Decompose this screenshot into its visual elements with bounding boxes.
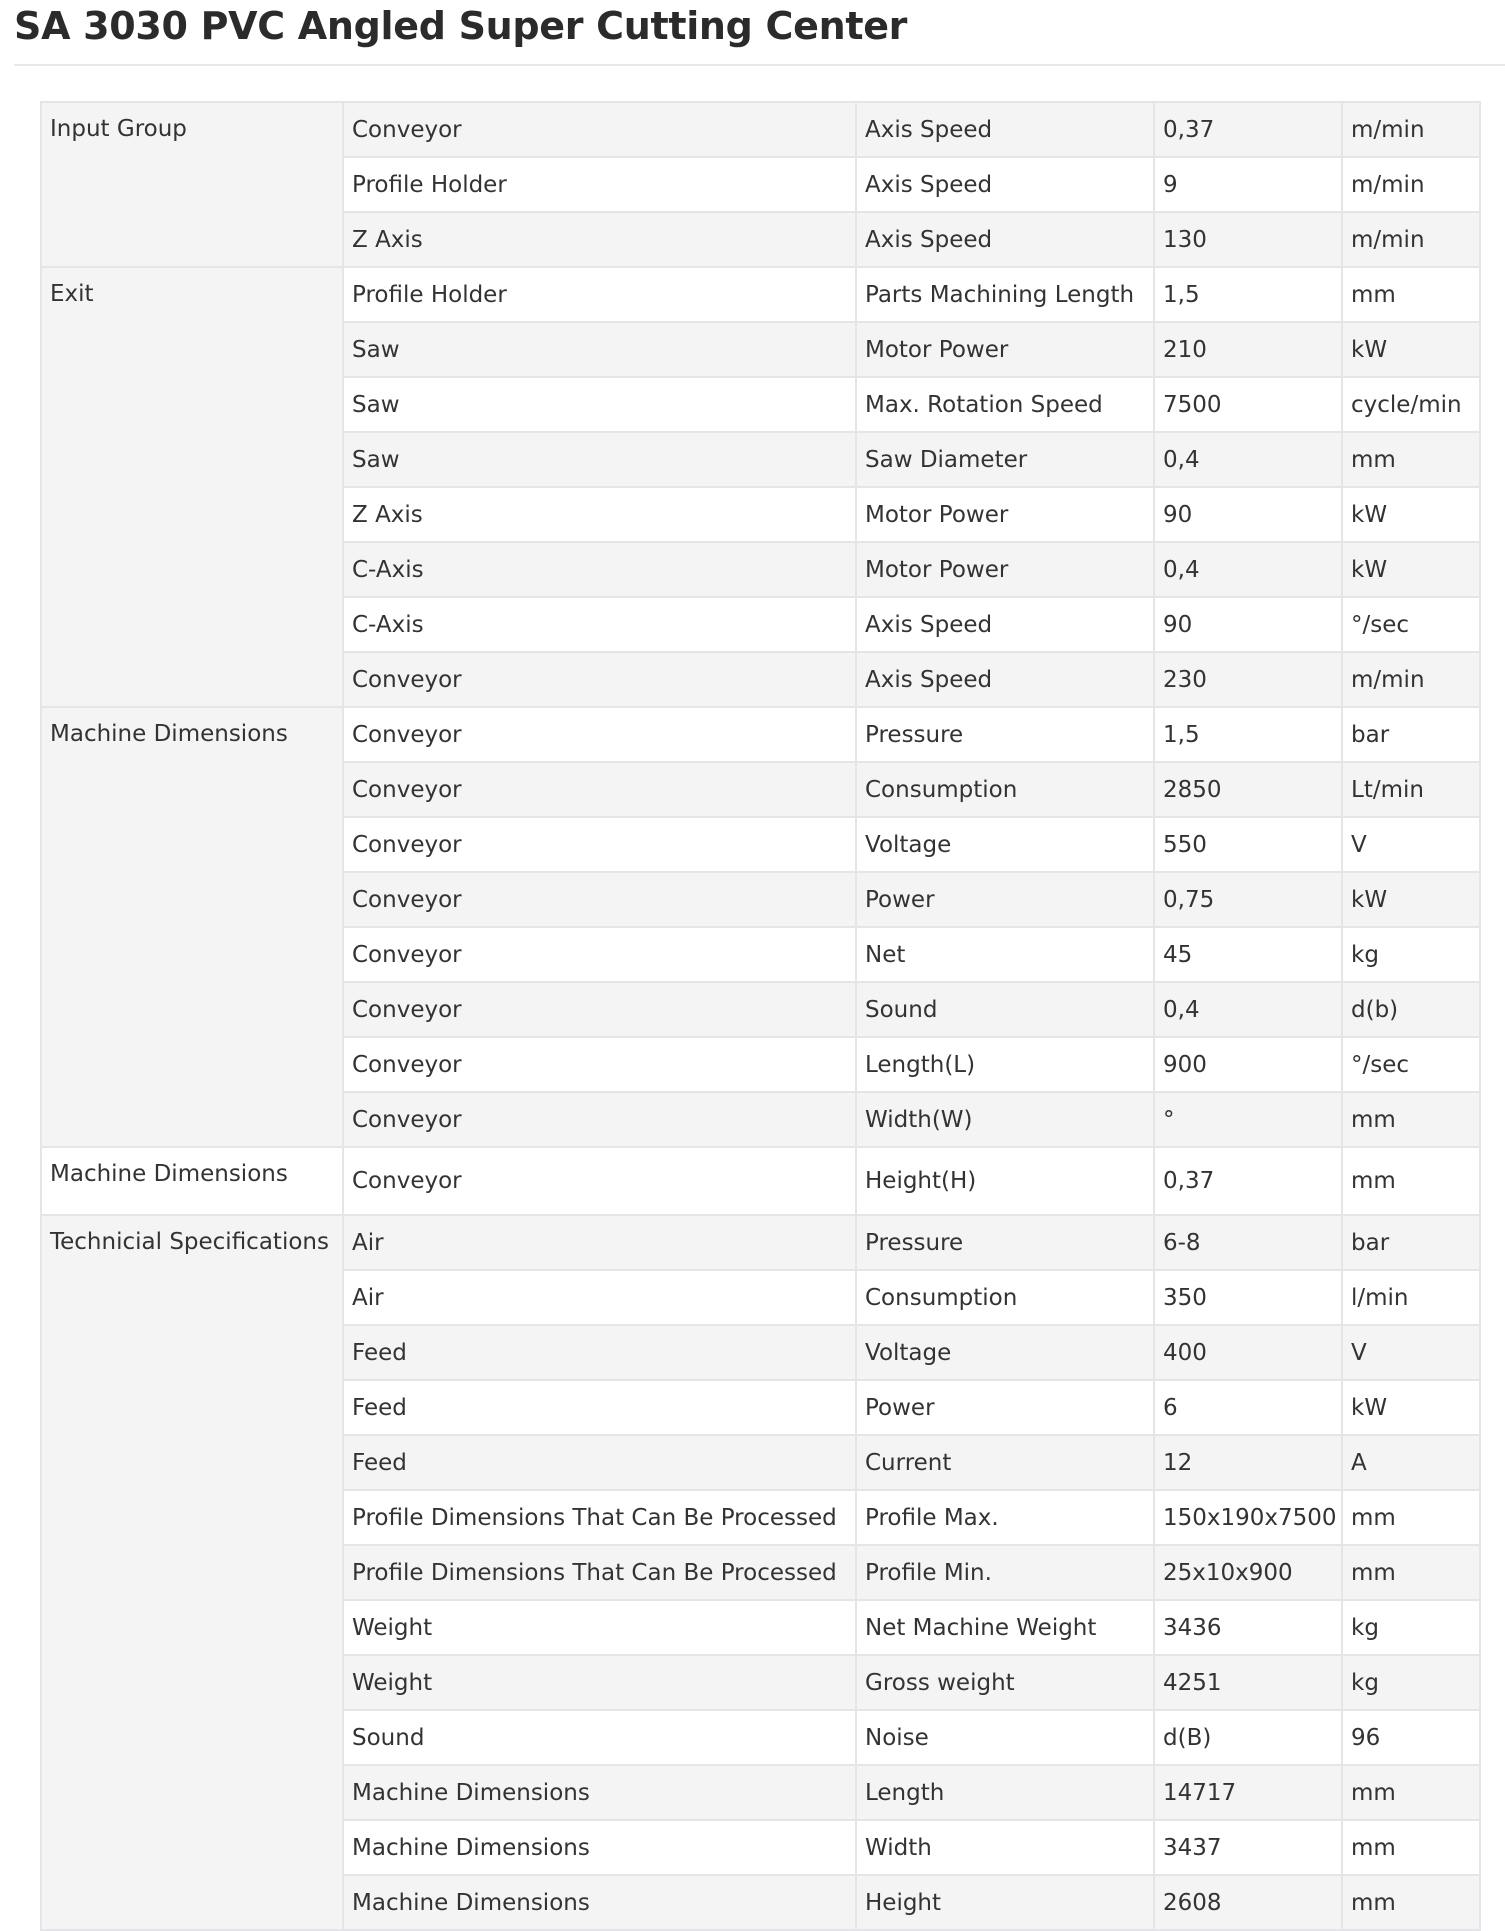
value-cell: 3437 xyxy=(1155,1821,1343,1876)
component-cell: C-Axis xyxy=(344,598,857,653)
component-cell: Saw xyxy=(344,378,857,433)
unit-cell: kW xyxy=(1343,488,1481,543)
unit-cell: °/sec xyxy=(1343,598,1481,653)
component-cell: Saw xyxy=(344,323,857,378)
component-cell: Profile Dimensions That Can Be Processed xyxy=(344,1546,857,1601)
title-divider xyxy=(14,64,1505,66)
unit-cell: V xyxy=(1343,1326,1481,1381)
parameter-cell: Saw Diameter xyxy=(857,433,1155,488)
unit-cell: l/min xyxy=(1343,1271,1481,1326)
unit-cell: cycle/min xyxy=(1343,378,1481,433)
unit-cell: mm xyxy=(1343,1491,1481,1546)
parameter-cell: Voltage xyxy=(857,1326,1155,1381)
unit-cell: V xyxy=(1343,818,1481,873)
unit-cell: m/min xyxy=(1343,213,1481,268)
value-cell: 0,37 xyxy=(1155,1148,1343,1216)
unit-cell: mm xyxy=(1343,1766,1481,1821)
component-cell: Air xyxy=(344,1216,857,1271)
component-cell: Conveyor xyxy=(344,983,857,1038)
parameter-cell: Width(W) xyxy=(857,1093,1155,1148)
value-cell: 6-8 xyxy=(1155,1216,1343,1271)
component-cell: C-Axis xyxy=(344,543,857,598)
value-cell: 14717 xyxy=(1155,1766,1343,1821)
unit-cell: mm xyxy=(1343,433,1481,488)
parameter-cell: Motor Power xyxy=(857,488,1155,543)
component-cell: Machine Dimensions xyxy=(344,1766,857,1821)
parameter-cell: Axis Speed xyxy=(857,653,1155,708)
parameter-cell: Width xyxy=(857,1821,1155,1876)
component-cell: Feed xyxy=(344,1381,857,1436)
parameter-cell: Axis Speed xyxy=(857,598,1155,653)
value-cell: 90 xyxy=(1155,488,1343,543)
unit-cell: kg xyxy=(1343,1601,1481,1656)
value-cell: 25x10x900 xyxy=(1155,1546,1343,1601)
value-cell: 0,4 xyxy=(1155,433,1343,488)
component-cell: Conveyor xyxy=(344,1148,857,1216)
unit-cell: 96 xyxy=(1343,1711,1481,1766)
spec-table-body xyxy=(42,103,1481,1931)
component-cell: Profile Dimensions That Can Be Processed xyxy=(344,1491,857,1546)
group-name-cell: Input Group xyxy=(42,103,344,268)
unit-cell: mm xyxy=(1343,268,1481,323)
unit-cell: kW xyxy=(1343,543,1481,598)
value-cell: 350 xyxy=(1155,1271,1343,1326)
parameter-cell: Noise xyxy=(857,1711,1155,1766)
component-cell: Weight xyxy=(344,1601,857,1656)
component-cell: Conveyor xyxy=(344,818,857,873)
component-cell: Conveyor xyxy=(344,1093,857,1148)
parameter-cell: Sound xyxy=(857,983,1155,1038)
parameter-cell: Max. Rotation Speed xyxy=(857,378,1155,433)
parameter-cell: Height(H) xyxy=(857,1148,1155,1216)
value-cell: 12 xyxy=(1155,1436,1343,1491)
component-cell: Conveyor xyxy=(344,928,857,983)
parameter-cell: Motor Power xyxy=(857,543,1155,598)
component-cell: Feed xyxy=(344,1436,857,1491)
value-cell: 550 xyxy=(1155,818,1343,873)
unit-cell: bar xyxy=(1343,708,1481,763)
component-cell: Conveyor xyxy=(344,763,857,818)
parameter-cell: Length xyxy=(857,1766,1155,1821)
parameter-cell: Height xyxy=(857,1876,1155,1931)
value-cell: 7500 xyxy=(1155,378,1343,433)
value-cell: 130 xyxy=(1155,213,1343,268)
value-cell: 1,5 xyxy=(1155,268,1343,323)
value-cell: 2850 xyxy=(1155,763,1343,818)
value-cell: 400 xyxy=(1155,1326,1343,1381)
table-row xyxy=(42,1148,1481,1216)
group-name-cell: Machine Dimensions xyxy=(42,708,344,1148)
value-cell: 0,37 xyxy=(1155,103,1343,158)
parameter-cell: Motor Power xyxy=(857,323,1155,378)
unit-cell: m/min xyxy=(1343,653,1481,708)
component-cell: Machine Dimensions xyxy=(344,1876,857,1931)
unit-cell: °/sec xyxy=(1343,1038,1481,1093)
parameter-cell: Profile Max. xyxy=(857,1491,1155,1546)
value-cell: ° xyxy=(1155,1093,1343,1148)
value-cell: 2608 xyxy=(1155,1876,1343,1931)
component-cell: Sound xyxy=(344,1711,857,1766)
unit-cell: m/min xyxy=(1343,158,1481,213)
unit-cell: d(b) xyxy=(1343,983,1481,1038)
value-cell: 6 xyxy=(1155,1381,1343,1436)
unit-cell: m/min xyxy=(1343,103,1481,158)
component-cell: Conveyor xyxy=(344,873,857,928)
component-cell: Air xyxy=(344,1271,857,1326)
group-name-cell: Machine Dimensions xyxy=(42,1148,344,1216)
table-row xyxy=(42,268,1481,323)
unit-cell: mm xyxy=(1343,1876,1481,1931)
value-cell: 0,4 xyxy=(1155,983,1343,1038)
parameter-cell: Axis Speed xyxy=(857,158,1155,213)
component-cell: Machine Dimensions xyxy=(344,1821,857,1876)
unit-cell: kg xyxy=(1343,1656,1481,1711)
value-cell: 4251 xyxy=(1155,1656,1343,1711)
unit-cell: kW xyxy=(1343,323,1481,378)
table-row xyxy=(42,708,1481,763)
parameter-cell: Axis Speed xyxy=(857,213,1155,268)
parameter-cell: Gross weight xyxy=(857,1656,1155,1711)
group-name-cell: Technicial Specifications xyxy=(42,1216,344,1931)
value-cell: 1,5 xyxy=(1155,708,1343,763)
component-cell: Conveyor xyxy=(344,708,857,763)
parameter-cell: Current xyxy=(857,1436,1155,1491)
parameter-cell: Profile Min. xyxy=(857,1546,1155,1601)
component-cell: Z Axis xyxy=(344,213,857,268)
value-cell: 0,75 xyxy=(1155,873,1343,928)
value-cell: 150x190x7500 xyxy=(1155,1491,1343,1546)
parameter-cell: Consumption xyxy=(857,1271,1155,1326)
value-cell: 45 xyxy=(1155,928,1343,983)
value-cell: 210 xyxy=(1155,323,1343,378)
page-title: SA 3030 PVC Angled Super Cutting Center xyxy=(14,4,908,48)
unit-cell: kW xyxy=(1343,873,1481,928)
parameter-cell: Pressure xyxy=(857,1216,1155,1271)
value-cell: 9 xyxy=(1155,158,1343,213)
component-cell: Conveyor xyxy=(344,653,857,708)
unit-cell: mm xyxy=(1343,1148,1481,1216)
parameter-cell: Net Machine Weight xyxy=(857,1601,1155,1656)
component-cell: Conveyor xyxy=(344,1038,857,1093)
value-cell: d(B) xyxy=(1155,1711,1343,1766)
parameter-cell: Parts Machining Length xyxy=(857,268,1155,323)
value-cell: 900 xyxy=(1155,1038,1343,1093)
unit-cell: mm xyxy=(1343,1093,1481,1148)
value-cell: 230 xyxy=(1155,653,1343,708)
value-cell: 3436 xyxy=(1155,1601,1343,1656)
component-cell: Weight xyxy=(344,1656,857,1711)
parameter-cell: Voltage xyxy=(857,818,1155,873)
component-cell: Feed xyxy=(344,1326,857,1381)
parameter-cell: Consumption xyxy=(857,763,1155,818)
component-cell: Z Axis xyxy=(344,488,857,543)
unit-cell: kg xyxy=(1343,928,1481,983)
component-cell: Profile Holder xyxy=(344,268,857,323)
value-cell: 90 xyxy=(1155,598,1343,653)
parameter-cell: Power xyxy=(857,1381,1155,1436)
spec-table xyxy=(40,101,1481,1931)
component-cell: Profile Holder xyxy=(344,158,857,213)
parameter-cell: Net xyxy=(857,928,1155,983)
table-row xyxy=(42,103,1481,158)
group-name-cell: Exit xyxy=(42,268,344,708)
parameter-cell: Axis Speed xyxy=(857,103,1155,158)
component-cell: Conveyor xyxy=(344,103,857,158)
unit-cell: Lt/min xyxy=(1343,763,1481,818)
unit-cell: mm xyxy=(1343,1546,1481,1601)
value-cell: 0,4 xyxy=(1155,543,1343,598)
parameter-cell: Power xyxy=(857,873,1155,928)
unit-cell: bar xyxy=(1343,1216,1481,1271)
unit-cell: mm xyxy=(1343,1821,1481,1876)
component-cell: Saw xyxy=(344,433,857,488)
unit-cell: kW xyxy=(1343,1381,1481,1436)
table-row xyxy=(42,1216,1481,1271)
parameter-cell: Length(L) xyxy=(857,1038,1155,1093)
unit-cell: A xyxy=(1343,1436,1481,1491)
parameter-cell: Pressure xyxy=(857,708,1155,763)
